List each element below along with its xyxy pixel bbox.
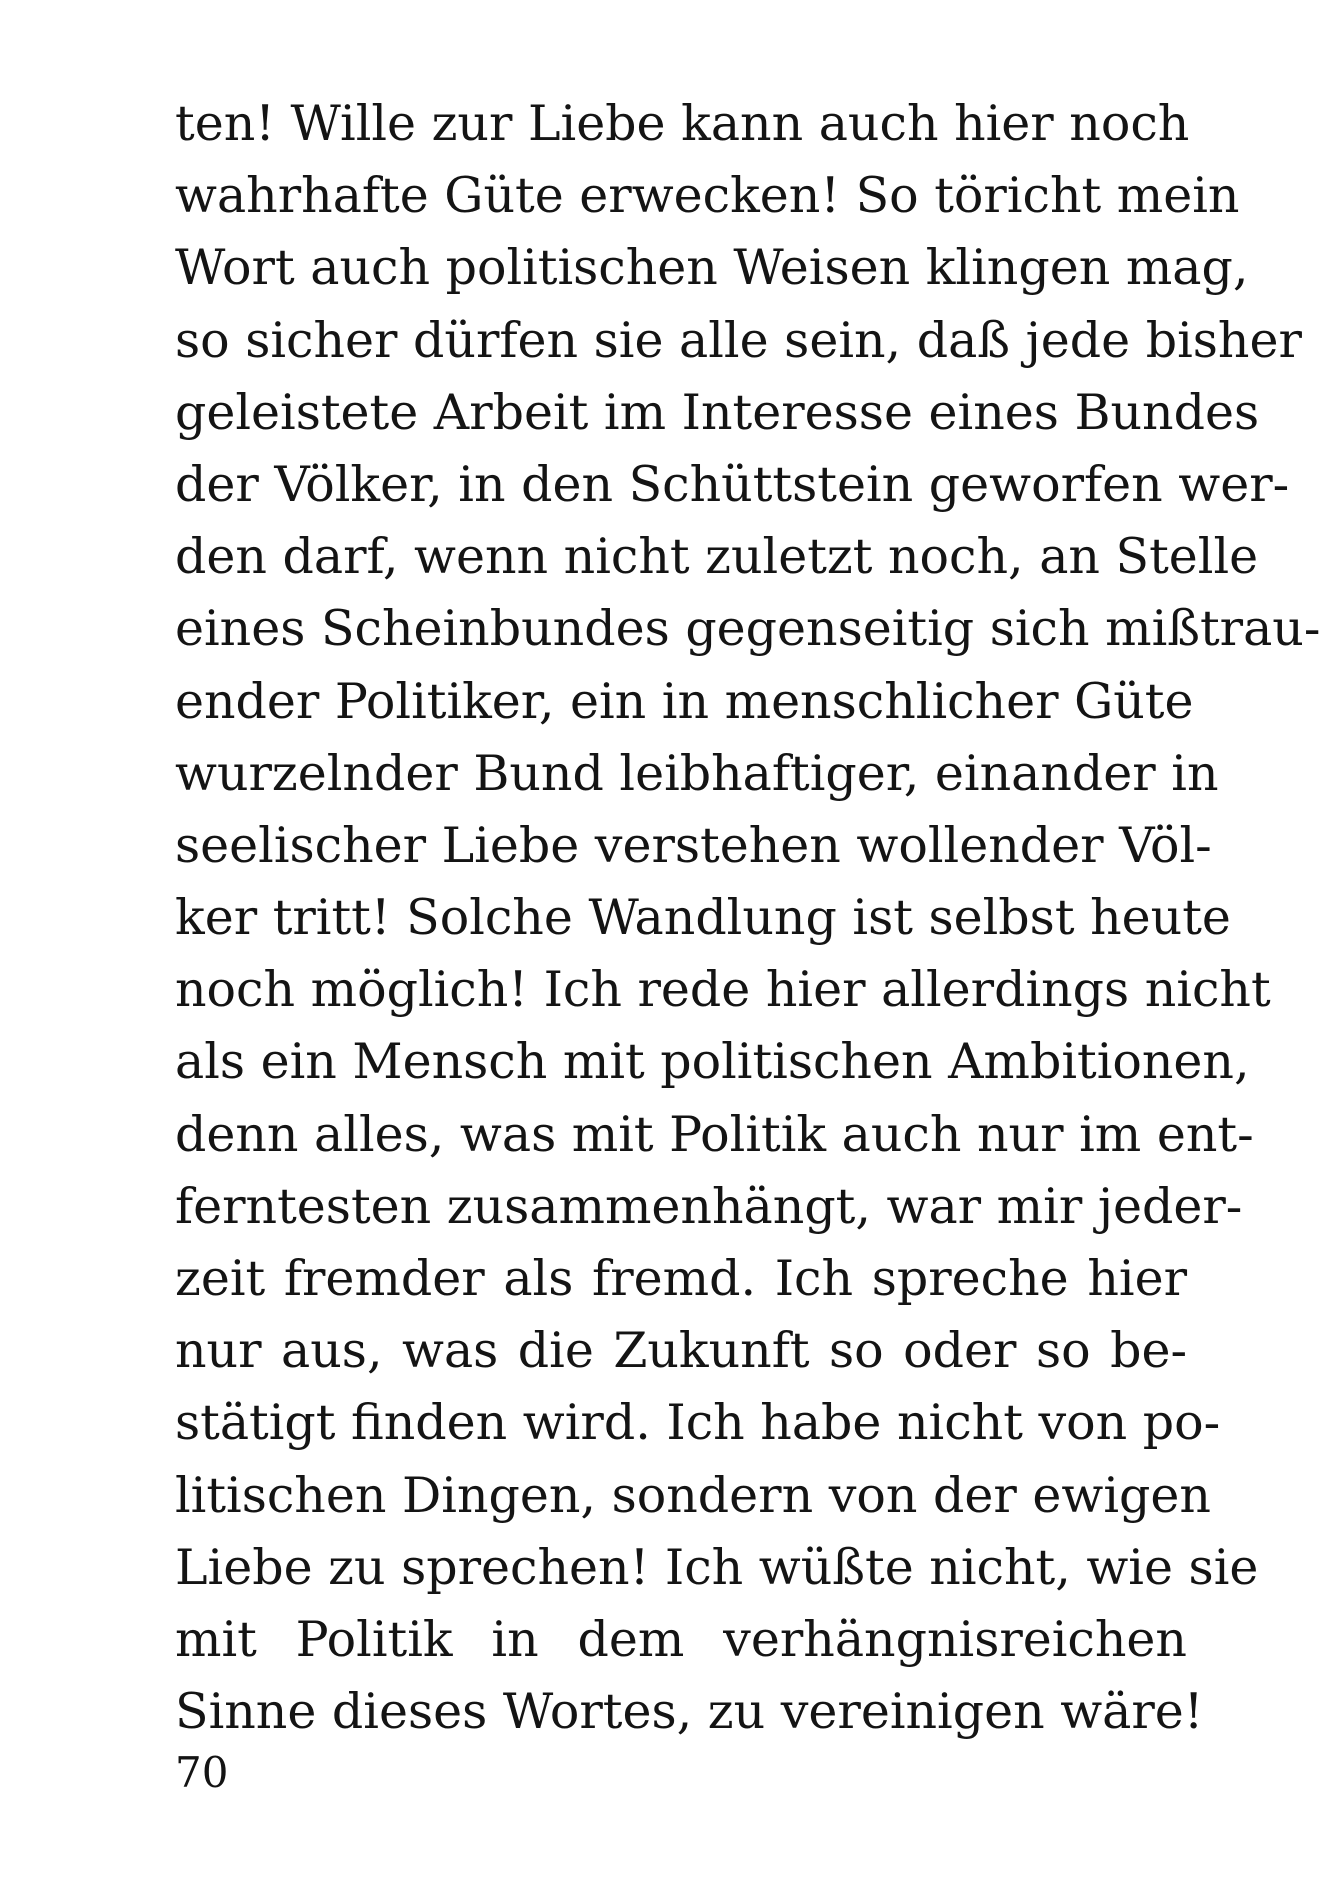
text-line: litischen Dingen, sondern von der ewigen	[175, 1466, 1211, 1524]
text-line: mit Politik in dem verhängnisreichen	[175, 1610, 1187, 1668]
text-line: Liebe zu sprechen! Ich wüßte nicht, wie sie	[175, 1538, 1259, 1596]
text-line: denn alles, was mit Politik auch nur im ent-	[175, 1105, 1254, 1163]
text-line: Sinne dieses Wortes, zu vereinigen wäre!	[175, 1683, 1204, 1741]
body-text	[175, 88, 1320, 1748]
text-line: eines Scheinbundes gegenseitig sich mißtrau-	[175, 600, 1320, 658]
text-line: geleistete Arbeit im Interesse eines Bundes	[175, 383, 1260, 441]
text-line: so sicher dürfen sie alle sein, daß jede bisher	[175, 311, 1302, 369]
text-line: zeit fremder als fremd. Ich spreche hier	[175, 1250, 1187, 1307]
text-line: noch möglich! Ich rede hier allerdings nicht	[175, 961, 1271, 1019]
text-line: wurzelnder Bund leibhaftiger, einander in	[175, 744, 1219, 802]
text-line: ten! Wille zur Liebe kann auch hier noch	[175, 95, 1190, 152]
text-line: der Völker, in den Schüttstein geworfen wer-	[175, 455, 1290, 513]
text-line: Wort auch politischen Weisen klingen mag,	[175, 239, 1249, 297]
text-line: seelischer Liebe verstehen wollender Völ-	[175, 816, 1212, 874]
text-line: ender Politiker, ein in menschlicher Güte	[175, 672, 1194, 730]
text-line: ferntesten zusammenhängt, war mir jeder-	[175, 1177, 1243, 1235]
text-line: stätigt finden wird. Ich habe nicht von po-	[175, 1394, 1221, 1452]
text-line: ker tritt! Solche Wandlung ist selbst heute	[175, 889, 1231, 947]
text-line: wahrhafte Güte erwecken! So töricht mein	[175, 167, 1240, 225]
text-line: als ein Mensch mit politischen Ambitionen,	[175, 1033, 1250, 1091]
page-number: 70	[175, 1748, 229, 1797]
text-line: den darf, wenn nicht zuletzt noch, an Stelle	[175, 528, 1259, 586]
text-line: nur aus, was die Zukunft so oder so be-	[175, 1322, 1187, 1380]
